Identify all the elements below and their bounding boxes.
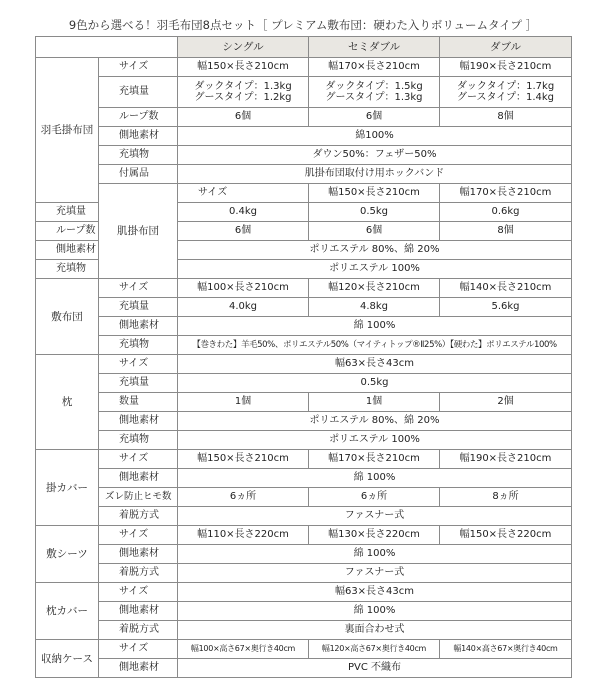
table-cell bbox=[178, 77, 309, 108]
table-row bbox=[36, 602, 572, 621]
row-label: 充填物 bbox=[99, 146, 178, 165]
col-header-double: ダブル bbox=[440, 37, 572, 58]
table-cell: 綿 100% bbox=[178, 317, 572, 336]
table-cell: 綿 100% bbox=[178, 545, 572, 564]
row-label: 側地素材 bbox=[99, 602, 178, 621]
table-cell: 8個 bbox=[440, 108, 572, 127]
table-cell: 0.6kg bbox=[440, 203, 572, 222]
table-cell: ポリエステル 80%、綿 20% bbox=[178, 241, 572, 260]
row-label: 着脱方式 bbox=[99, 507, 178, 526]
table-cell bbox=[440, 77, 572, 108]
row-label: 側地素材 bbox=[99, 317, 178, 336]
table-row bbox=[36, 545, 572, 564]
table-row bbox=[36, 317, 572, 336]
category-pillow: 枕 bbox=[36, 355, 99, 450]
row-label: 充填量 bbox=[99, 374, 178, 393]
cell-line: ダックタイプ：1.7kg bbox=[456, 81, 555, 92]
header-blank bbox=[36, 37, 178, 58]
table-cell: ポリエステル 100% bbox=[178, 431, 572, 450]
table-row bbox=[36, 165, 572, 184]
table-row bbox=[36, 564, 572, 583]
row-label: 充填量 bbox=[36, 203, 99, 222]
table-cell: 幅170×長さ210cm bbox=[440, 184, 572, 203]
table-row bbox=[36, 184, 572, 203]
table-cell: 綿 100% bbox=[178, 602, 572, 621]
row-label: サイズ bbox=[99, 583, 178, 602]
category-down-comforter: 羽毛掛布団 bbox=[36, 58, 99, 203]
table-row bbox=[36, 127, 572, 146]
row-label: 側地素材 bbox=[36, 241, 99, 260]
header-row bbox=[36, 37, 572, 58]
table-cell: 6個 bbox=[309, 222, 440, 241]
table-row bbox=[36, 659, 572, 678]
table-cell: 2個 bbox=[440, 393, 572, 412]
row-label: 側地素材 bbox=[99, 469, 178, 488]
col-header-single: シングル bbox=[178, 37, 309, 58]
table-cell: 綿100% bbox=[178, 127, 572, 146]
table-row bbox=[36, 146, 572, 165]
col-header-semidouble: セミダブル bbox=[309, 37, 440, 58]
table-row bbox=[36, 488, 572, 507]
category-sheets: 敷シーツ bbox=[36, 526, 99, 583]
table-row bbox=[36, 450, 572, 469]
table-cell: 幅120×長さ210cm bbox=[309, 279, 440, 298]
table-cell: 6ヵ所 bbox=[309, 488, 440, 507]
table-row bbox=[36, 640, 572, 659]
row-label: 充填量 bbox=[99, 77, 178, 108]
table-cell: 幅100×長さ210cm bbox=[178, 279, 309, 298]
table-cell: 0.5kg bbox=[309, 203, 440, 222]
table-cell: 幅150×長さ210cm bbox=[178, 58, 309, 77]
table-cell: 幅170×長さ210cm bbox=[309, 450, 440, 469]
row-label: 側地素材 bbox=[99, 659, 178, 678]
category-storage-case: 収納ケース bbox=[36, 640, 99, 678]
table-cell: 6個 bbox=[178, 222, 309, 241]
table-cell: 綿 100% bbox=[178, 469, 572, 488]
table-row bbox=[36, 469, 572, 488]
category-mattress: 敷布団 bbox=[36, 279, 99, 355]
table-row bbox=[36, 108, 572, 127]
table-row bbox=[36, 526, 572, 545]
row-label: サイズ bbox=[99, 450, 178, 469]
row-label: 着脱方式 bbox=[99, 621, 178, 640]
table-cell: 6個 bbox=[309, 108, 440, 127]
row-label: 着脱方式 bbox=[99, 564, 178, 583]
table-row bbox=[36, 431, 572, 450]
row-label: ズレ防止ヒモ数 bbox=[99, 488, 178, 507]
table-cell: ファスナー式 bbox=[178, 507, 572, 526]
table-row bbox=[36, 279, 572, 298]
table-cell: 幅140×長さ210cm bbox=[440, 279, 572, 298]
table-cell: ポリエステル 100% bbox=[178, 260, 572, 279]
row-label: 数量 bbox=[99, 393, 178, 412]
row-label: サイズ bbox=[178, 184, 309, 203]
category-pillow-cover: 枕カバー bbox=[36, 583, 99, 640]
page-title: 9色から選べる！羽毛布団8点セット［ プレミアム敷布団：硬わた入りボリュームタイプ ］ bbox=[68, 18, 538, 32]
row-label: 付属品 bbox=[99, 165, 178, 184]
table-row bbox=[36, 355, 572, 374]
table-row bbox=[36, 58, 572, 77]
table-cell: 幅63×長さ43cm bbox=[178, 355, 572, 374]
table-cell: 幅63×長さ43cm bbox=[178, 583, 572, 602]
table-cell: ファスナー式 bbox=[178, 564, 572, 583]
table-cell: 幅100×高さ67×奥行き40cm bbox=[178, 640, 309, 659]
cell-line: ダックタイプ：1.3kg bbox=[194, 81, 292, 92]
table-row bbox=[36, 298, 572, 317]
table-row bbox=[36, 621, 572, 640]
row-label: 充填物 bbox=[99, 336, 178, 355]
table-row bbox=[36, 393, 572, 412]
table-cell: PVC 不織布 bbox=[178, 659, 572, 678]
table-cell: 0.4kg bbox=[178, 203, 309, 222]
row-label: サイズ bbox=[99, 279, 178, 298]
row-label: サイズ bbox=[99, 640, 178, 659]
row-label: 充填物 bbox=[36, 260, 99, 279]
category-comforter-cover: 掛カバー bbox=[36, 450, 99, 526]
cell-line: グースタイプ：1.4kg bbox=[456, 92, 555, 103]
table-cell: 幅150×長さ210cm bbox=[178, 450, 309, 469]
table-cell: 幅190×長さ210cm bbox=[440, 58, 572, 77]
table-cell: 8個 bbox=[440, 222, 572, 241]
table-cell: 8ヵ所 bbox=[440, 488, 572, 507]
spec-table bbox=[35, 36, 572, 678]
row-label: ループ数 bbox=[99, 108, 178, 127]
category-light-comforter: 肌掛布団 bbox=[99, 184, 178, 279]
row-label: 充填量 bbox=[99, 298, 178, 317]
row-label: 側地素材 bbox=[99, 545, 178, 564]
row-label: サイズ bbox=[99, 58, 178, 77]
table-cell: 幅120×高さ67×奥行き40cm bbox=[309, 640, 440, 659]
table-cell: ダウン50%：フェザー50% bbox=[178, 146, 572, 165]
cell-line: ダックタイプ：1.5kg bbox=[325, 81, 423, 92]
table-row bbox=[36, 336, 572, 355]
table-row bbox=[36, 374, 572, 393]
table-cell: 4.0kg bbox=[178, 298, 309, 317]
table-cell: 4.8kg bbox=[309, 298, 440, 317]
table-cell: 幅130×長さ220cm bbox=[309, 526, 440, 545]
table-cell: 5.6kg bbox=[440, 298, 572, 317]
table-cell: 6個 bbox=[178, 108, 309, 127]
table-cell bbox=[309, 77, 440, 108]
row-label: サイズ bbox=[99, 355, 178, 374]
cell-line: グースタイプ：1.2kg bbox=[194, 92, 292, 103]
table-cell: 幅150×長さ220cm bbox=[440, 526, 572, 545]
row-label: 側地素材 bbox=[99, 127, 178, 146]
row-label: ループ数 bbox=[36, 222, 99, 241]
table-cell: 肌掛布団取付け用ホックバンド bbox=[178, 165, 572, 184]
row-label: サイズ bbox=[99, 526, 178, 545]
table-cell: 0.5kg bbox=[178, 374, 572, 393]
table-cell: 裏面合わせ式 bbox=[178, 621, 572, 640]
table-cell: 幅110×長さ220cm bbox=[178, 526, 309, 545]
row-label: 側地素材 bbox=[99, 412, 178, 431]
row-label: 充填物 bbox=[99, 431, 178, 450]
table-row bbox=[36, 583, 572, 602]
table-cell: 【巻きわた】羊毛50%、ポリエステル50%（マイティトップ®Ⅱ25%）【硬わた】ポリエステル100% bbox=[178, 336, 572, 355]
table-cell: 1個 bbox=[309, 393, 440, 412]
table-row bbox=[36, 507, 572, 526]
table-cell: ポリエステル 80%、綿 20% bbox=[178, 412, 572, 431]
table-row bbox=[36, 77, 572, 108]
table-row bbox=[36, 412, 572, 431]
cell-line: グースタイプ：1.3kg bbox=[325, 92, 423, 103]
table-cell: 幅170×長さ210cm bbox=[309, 58, 440, 77]
table-cell: 幅190×長さ210cm bbox=[440, 450, 572, 469]
table-cell: 幅150×長さ210cm bbox=[309, 184, 440, 203]
table-cell: 6ヵ所 bbox=[178, 488, 309, 507]
spec-sheet bbox=[35, 14, 571, 678]
table-cell: 幅140×高さ67×奥行き40cm bbox=[440, 640, 572, 659]
table-cell: 1個 bbox=[178, 393, 309, 412]
